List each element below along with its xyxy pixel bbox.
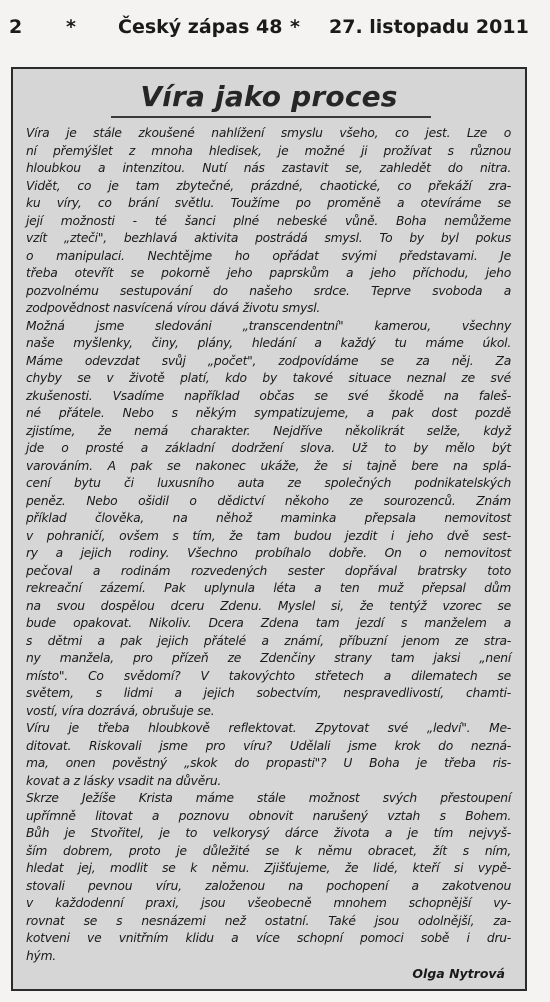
article-line: hloubkou a intenzitou. Nutí nás zastavit se, zahledět do nitra. <box>26 161 511 175</box>
article-line: s dětmi a pak jejich přátelé a známí, příbuzní jenom ze stra- <box>26 633 511 648</box>
article-line: pozvolnému sestupování do našeho srdce. Teprve svoboda a <box>26 283 511 298</box>
article-line: kovat a z lásky vsadit na důvěru. <box>26 773 222 788</box>
article-line: rovnat se s nesnázemi než ostatní. Také jsou odolnější, za- <box>26 913 511 928</box>
article-line: bude opakovat. Nikoliv. Dcera Zdena tam jezdí s manželem a <box>26 616 511 630</box>
issue-date: 27. listopadu 2011 <box>329 16 529 38</box>
article-line: ní přemýšlet z mnoha hledisek, je možné ji prožívat s různou <box>26 143 511 158</box>
article-line: Máme odevzdat svůj „počet", zodpovídáme se za něj. Za <box>26 353 511 368</box>
article-line: vostí, víra dozrává, obrušuje se. <box>26 703 215 718</box>
article-line: Víru je třeba hloubkově reflektovat. Zpytovat své „ledví". Me- <box>26 721 511 735</box>
article-line: o manipulaci. Nechtějme ho opřádat svými představami. Je <box>26 248 511 263</box>
header-separator: * <box>290 16 300 38</box>
article-line: ku víry, co brání světlu. Toužíme po proměně a otevíráme se <box>26 196 511 210</box>
article-line: varováním. A pak se nakonec ukáže, že si tajně bere na splá- <box>26 458 511 473</box>
article-line: zodpovědnost nasvícená vírou dává životu smysl. <box>26 301 321 315</box>
article-line: pečoval a rodinám rozvedených sester dopřával bratrsky toto <box>26 563 511 578</box>
article-line: naše myšlenky, činy, plány, hledání a každý tu máme úkol. <box>26 336 511 350</box>
article-line: zkušenosti. Vsadíme například občas se své škodě na faleš- <box>26 388 511 403</box>
article-line: hledat jej, modlit se k němu. Zjišťujeme, že lidé, kteří si vypě- <box>26 861 511 875</box>
article-line: cení bytu či luxusního auta ze společných podnikatelských <box>26 476 511 490</box>
article-line: chyby se v životě platí, kdo by takové situace neznal ze své <box>26 371 511 385</box>
article-line: ry a jejich rodiny. Všechno probíhalo dobře. On o nemovitost <box>26 546 511 560</box>
article-line: hým. <box>26 948 56 963</box>
page-number: 2 <box>9 16 23 38</box>
article-line: né přátele. Nebo s někým sympatizujeme, a pak dost pozdě <box>26 406 511 420</box>
article-line: místo". Co svědomí? V takovýchto střetech a dilematech se <box>26 668 511 683</box>
article-line: rekreační zázemí. Pak uplynula léta a ten muž přepsal dům <box>26 581 511 595</box>
article-line: třeba otevřít se pokorně jeho paprskům a jeho příchodu, jeho <box>26 266 511 280</box>
article-line: Bůh je Stvořitel, je to velkorysý dárce života a je tím nejvyš- <box>26 826 511 840</box>
article-line: zjistíme, že nemá charakter. Nejdříve několikrát selže, když <box>26 423 511 438</box>
article-line: ditovat. Riskovali jsme pro víru? Udělali jsme krok do nezná- <box>26 738 511 753</box>
article-body <box>26 125 511 965</box>
article-line: na svou dospělou dceru Zdenu. Myslel si, že tentýž vzorec se <box>26 598 511 613</box>
header-separator: * <box>66 16 76 38</box>
article-line: kotveni ve vnitřním klidu a více schopní pomoci sobě i dru- <box>26 931 511 945</box>
article-line: jde o prosté a základní dodržení slova. Už to by mělo být <box>26 441 511 455</box>
article-line: vzít „zteči", bezhlavá aktivita postrádá smysl. To by byl pokus <box>26 231 511 245</box>
article-line: upřímně litovat a poznovu obnovit narušený vztah s Bohem. <box>26 808 511 823</box>
article-line: peněz. Nebo ošidil o dědictví někoho ze sourozenců. Znám <box>26 493 511 508</box>
article-box <box>11 67 527 991</box>
article-line: Vidět, co je tam zbytečné, prázdné, chaotické, co překáží zra- <box>26 178 511 193</box>
article-line: v pohraničí, ovšem s tím, že tam budou jezdit i jeho dvě sest- <box>26 528 511 543</box>
article-line: ma, onen pověstný „skok do propasti"? U Boha je třeba ris- <box>26 756 511 770</box>
title-underline <box>111 116 431 118</box>
article-line: ny manžela, pro přízeň ze Zdenčiny strany tam jaksi „není <box>26 651 511 665</box>
article-author: Olga Nytrová <box>412 966 505 981</box>
article-line: ším dobrem, proto je důležité se k němu obracet, žít s ním, <box>26 843 511 858</box>
article-line: stovali pevnou víru, založenou na pochopení a zakotvenou <box>26 878 511 893</box>
article-line: v každodenní praxi, jsou všeobecně mnohem schopnější vy- <box>26 896 511 910</box>
article-line: Víra je stále zkoušené nahlížení smyslu všeho, co jest. Lze o <box>26 126 511 140</box>
article-title: Víra jako proces <box>140 80 398 113</box>
article-line: světem, s lidmi a jejich sobectvím, nespravedlivostí, chamti- <box>26 686 511 700</box>
article-line: příklad člověka, na něhož maminka přepsala nemovitost <box>26 511 511 525</box>
article-line: Skrze Ježíše Krista máme stále možnost svých přestoupení <box>26 791 511 805</box>
newspaper-issue: Český zápas 48 <box>118 16 283 38</box>
page-header <box>0 0 550 40</box>
article-line: její možnosti - té šanci plné nebeské vůně. Boha nemůžeme <box>26 213 511 228</box>
article-line: Možná jsme sledováni „transcendentní" kamerou, všechny <box>26 318 511 333</box>
